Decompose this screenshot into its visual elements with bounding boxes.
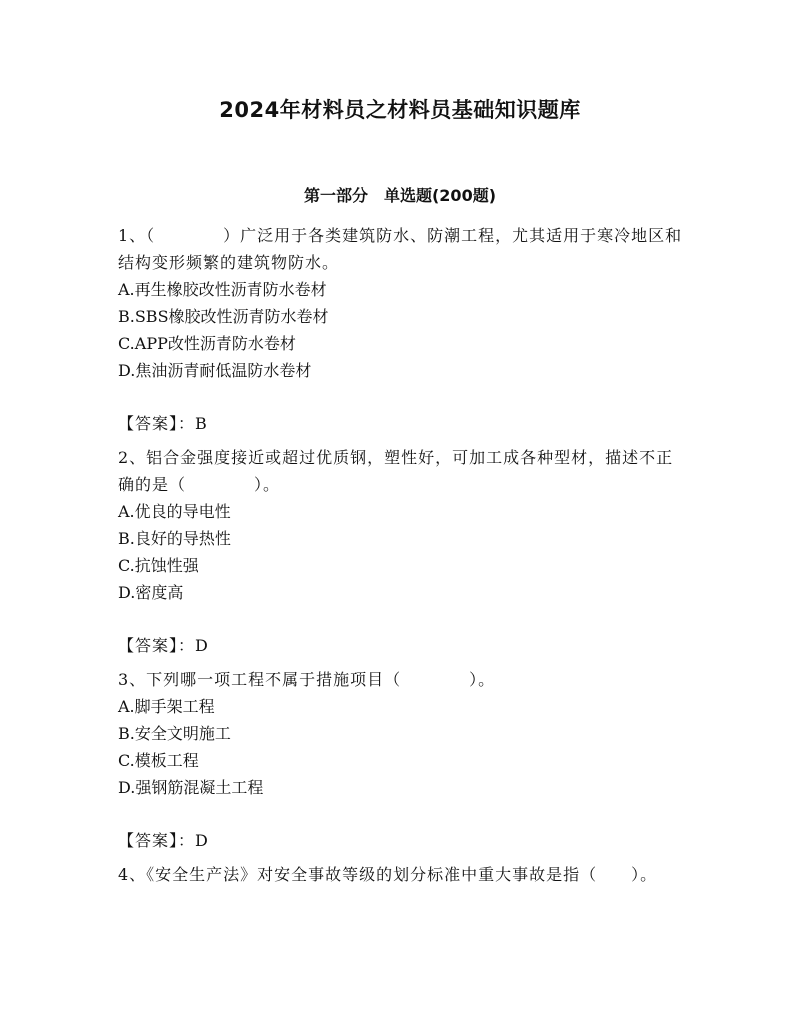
question-item: [118, 444, 684, 659]
question-text: 3、下列哪一项工程不属于措施项目（ ）。: [118, 670, 496, 689]
document-title: 2024年材料员之材料员基础知识题库: [219, 98, 581, 122]
question-item: [118, 666, 684, 854]
answer-line: 【答案】：D: [118, 831, 209, 850]
option-a: A.脚手架工程: [118, 697, 215, 716]
option-d: D.密度高: [118, 583, 184, 602]
option-b: B.良好的导热性: [118, 529, 231, 548]
option-c: C.模板工程: [118, 751, 199, 770]
option-list: [118, 693, 684, 801]
option-b: B.SBS橡胶改性沥青防水卷材: [118, 307, 329, 326]
answer-line: 【答案】：D: [118, 636, 209, 655]
question-text: 2、铝合金强度接近或超过优质钢，塑性好，可加工成各种型材，描述不正确的是（ ）。: [118, 448, 674, 494]
option-list: [118, 276, 684, 384]
option-c: C.抗蚀性强: [118, 556, 199, 575]
question-item: [118, 222, 684, 437]
option-d: D.强钢筋混凝土工程: [118, 778, 264, 797]
answer-line: 【答案】：B: [118, 414, 208, 433]
option-c: C.APP改性沥青防水卷材: [118, 334, 296, 353]
question-list: [118, 222, 684, 888]
question-item: [118, 861, 684, 888]
section-heading: 第一部分 单选题(200题): [303, 186, 497, 205]
option-a: A.优良的导电性: [118, 502, 231, 521]
option-b: B.安全文明施工: [118, 724, 231, 743]
question-text: 4、《安全生产法》对安全事故等级的划分标准中重大事故是指（ ）。: [118, 865, 658, 884]
question-text: 1、（ ）广泛用于各类建筑防水、防潮工程，尤其适用于寒冷地区和结构变形频繁的建筑物防水。: [118, 226, 683, 272]
option-list: [118, 498, 684, 606]
option-d: D.焦油沥青耐低温防水卷材: [118, 361, 312, 380]
option-a: A.再生橡胶改性沥青防水卷材: [118, 280, 327, 299]
